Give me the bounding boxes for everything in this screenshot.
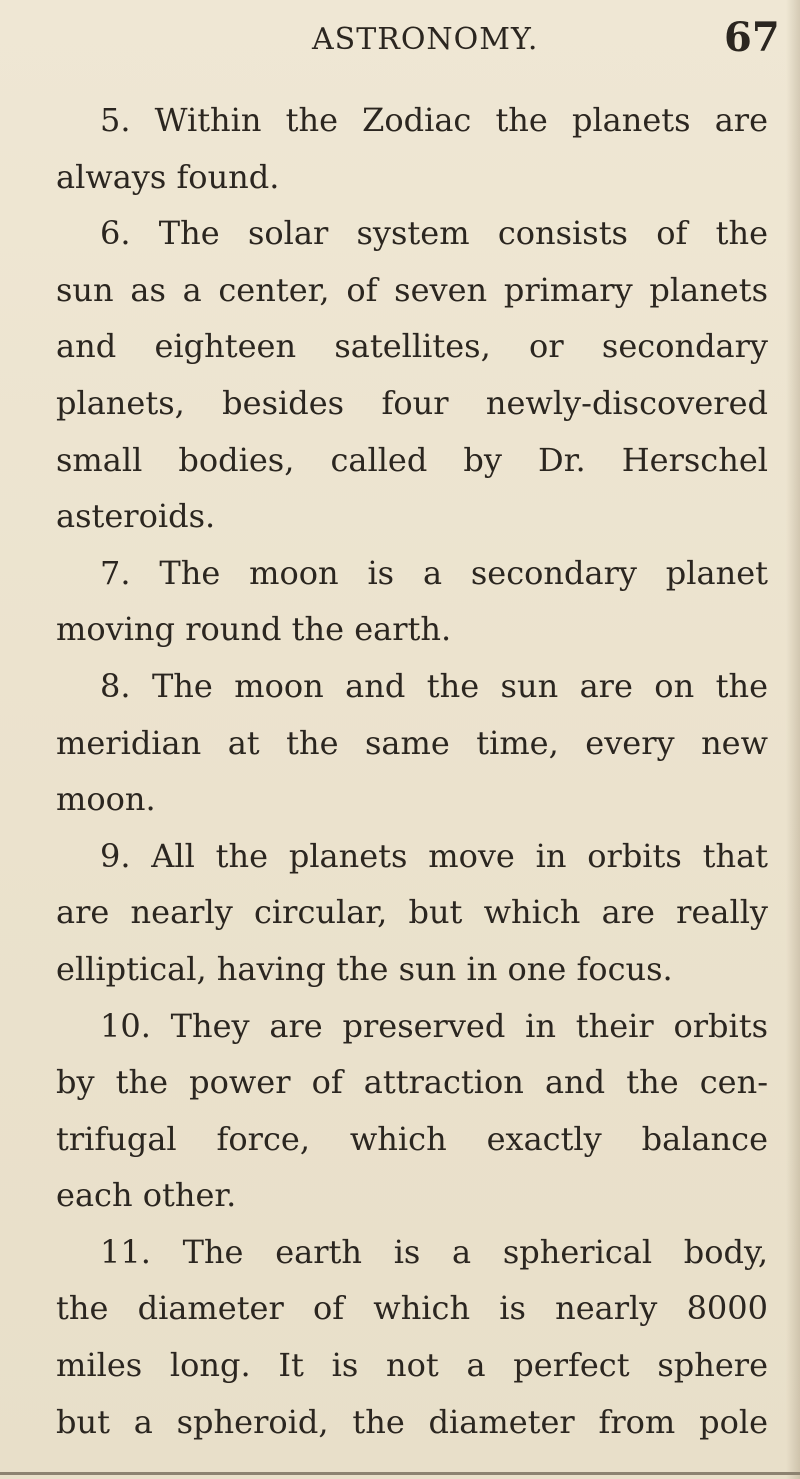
- text-line: 10. They are preserved in their orbits: [100, 1006, 768, 1045]
- running-head-title: ASTRONOMY.: [312, 22, 539, 57]
- page-number: 67: [724, 14, 780, 61]
- text-line: 5. Within the Zodiac the planets are: [100, 101, 768, 139]
- text-line: small bodies, called by Dr. Herschel: [56, 440, 768, 479]
- text-line: 6. The solar system consists of the: [100, 214, 768, 253]
- text-line: 8. The moon and the sun are on the: [100, 666, 768, 705]
- text-line: and eighteen satellites, or secondary: [56, 327, 768, 366]
- body-text: [56, 92, 768, 1450]
- text-line: moon.: [56, 780, 156, 819]
- text-line: asteroids.: [56, 497, 216, 536]
- text-line: miles long. It is not a perfect sphere: [56, 1346, 768, 1385]
- text-line: moving round the earth.: [56, 610, 452, 649]
- running-head: [312, 14, 780, 66]
- page-edge-shadow: [786, 0, 800, 1479]
- text-line: 7. The moon is a secondary planet: [100, 553, 768, 592]
- text-line: meridian at the same time, every new: [56, 723, 768, 762]
- text-line: but a spheroid, the diameter from pole: [56, 1402, 768, 1441]
- text-line: sun as a center, of seven primary planets: [56, 270, 768, 309]
- text-line: each other.: [56, 1176, 237, 1215]
- text-line: 11. The earth is a spherical body,: [100, 1232, 768, 1271]
- text-line: always found.: [56, 157, 280, 196]
- text-line: planets, besides four newly-discovered: [56, 383, 768, 422]
- text-line: 9. All the planets move in orbits that: [100, 836, 768, 875]
- text-line: the diameter of which is nearly 8000: [56, 1289, 768, 1328]
- text-line: trifugal force, which exactly balance: [56, 1119, 768, 1158]
- page-bottom-rule: [0, 1472, 800, 1475]
- text-line: by the power of attraction and the cen-: [56, 1063, 768, 1102]
- text-line: are nearly circular, but which are really: [56, 893, 768, 932]
- text-line: elliptical, having the sun in one focus.: [56, 949, 673, 988]
